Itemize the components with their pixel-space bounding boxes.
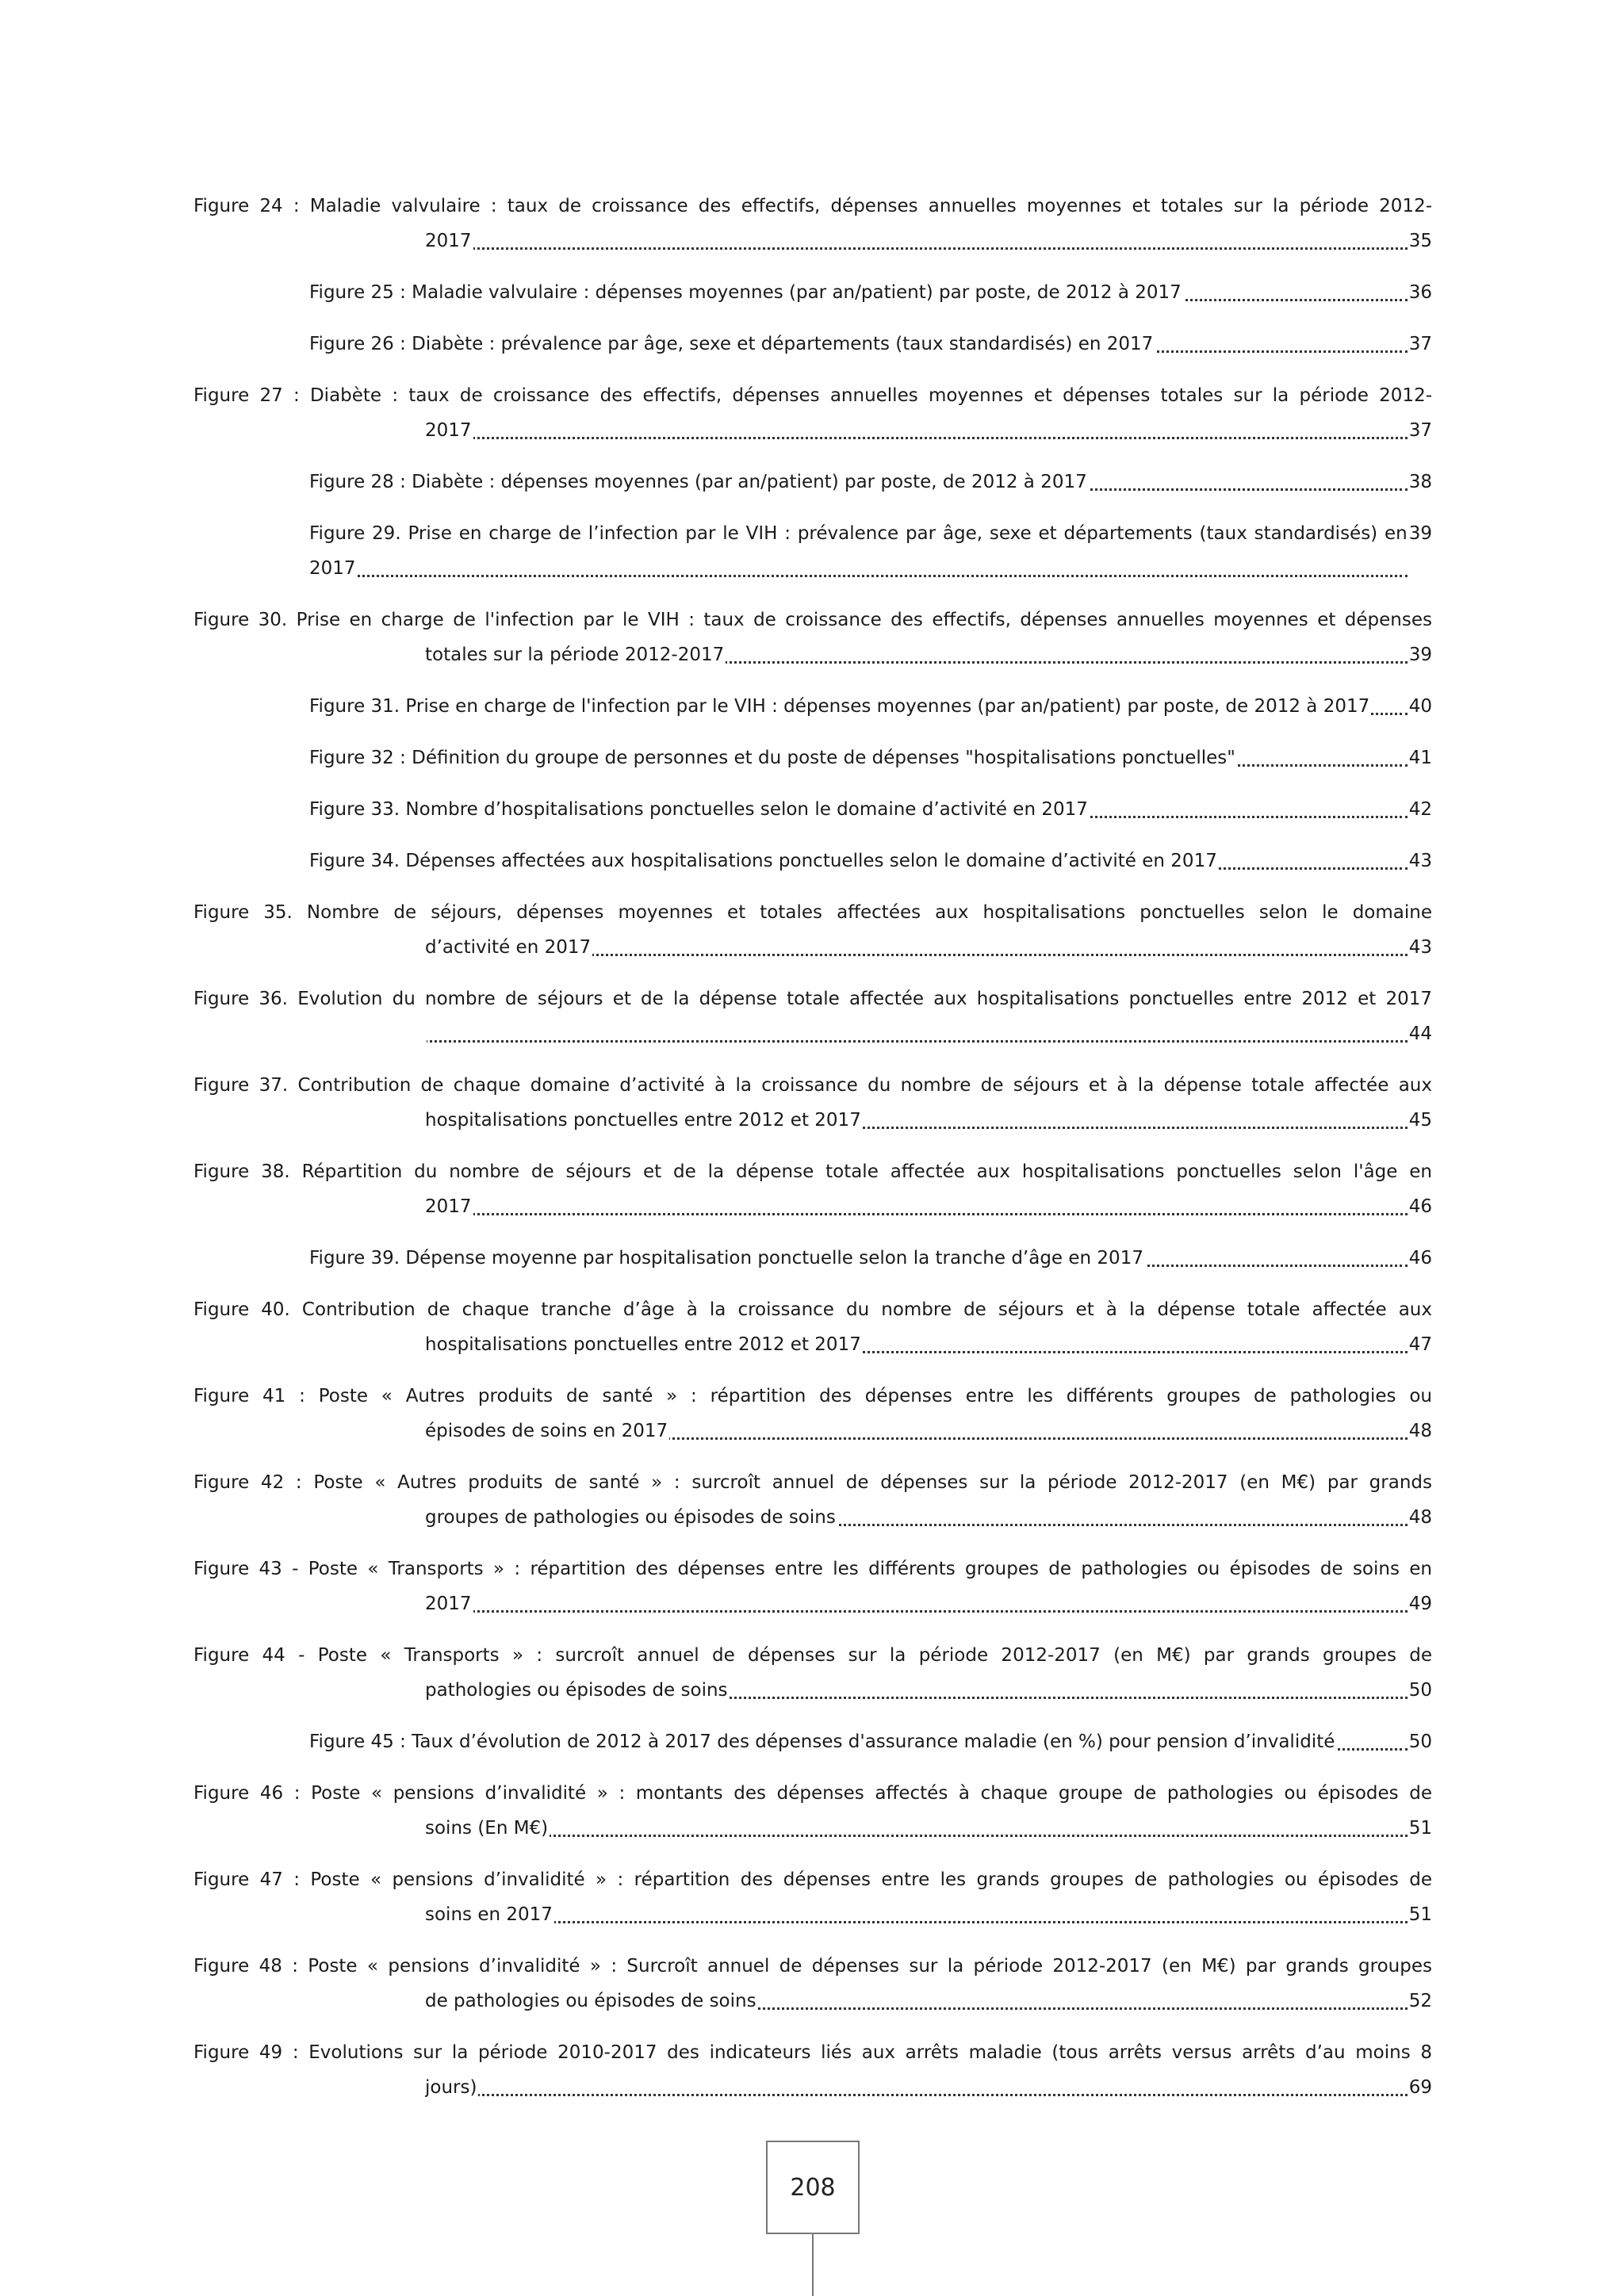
toc-entry[interactable]	[193, 516, 1432, 586]
toc-entry[interactable]	[193, 982, 1432, 1051]
toc-entry-title: Figure 25 : Maladie valvulaire : dépenses moyennes (par an/patient) par poste, de 2012 à 2017	[309, 282, 1182, 303]
toc-entry[interactable]	[193, 792, 1432, 827]
toc-entry[interactable]	[193, 740, 1432, 775]
toc-entry-title: hospitalisations ponctuelles entre 2012 et 2017	[425, 1110, 861, 1131]
page-number-rule	[812, 2234, 814, 2296]
toc-entry[interactable]	[193, 1552, 1432, 1621]
toc-entry-page-number: 39	[1408, 516, 1432, 551]
dot-leader	[425, 1610, 1408, 1613]
toc-entry-page-number: 42	[1408, 792, 1432, 827]
toc-entry-title: pathologies ou épisodes de soins	[425, 1680, 728, 1701]
toc-entry-title: 2017	[425, 231, 472, 251]
toc-entry-title-line: Figure 46 : Poste « pensions d’invalidité » : montants des dépenses affectés à chaque groupe de pathologies ou épisodes de	[193, 1783, 1432, 1804]
toc-entry-page-number: 40	[1408, 689, 1432, 724]
toc-entry[interactable]	[193, 2035, 1432, 2105]
toc-entry-page-number: 36	[1408, 275, 1432, 310]
toc-entry[interactable]	[193, 275, 1432, 310]
toc-entry-title: 2017	[425, 420, 472, 441]
toc-entry-title-line: Figure 42 : Poste « Autres produits de santé » : surcroît annuel de dépenses sur la période 2012-2017 (en M€) par grands	[193, 1472, 1432, 1493]
toc-entry[interactable]	[193, 689, 1432, 724]
toc-entry-title-line: Figure 38. Répartition du nombre de séjours et de la dépense totale affectée aux hospitalisations ponctuelles selon l'âge en	[193, 1161, 1432, 1182]
toc-entry-page-number: 51	[1408, 1811, 1432, 1846]
toc-entry-title: Figure 45 : Taux d’évolution de 2012 à 2017 des dépenses d'assurance maladie (en %) pour pension d’invalidité	[309, 1732, 1335, 1752]
toc-entry-title-line: Figure 40. Contribution de chaque tranche d’âge à la croissance du nombre de séjours et à la dépense totale affectée aux	[193, 1299, 1432, 1320]
toc-entry-page-number: 45	[1408, 1103, 1432, 1138]
toc-entry-page-number: 52	[1408, 1984, 1432, 2019]
toc-entry[interactable]	[193, 327, 1432, 362]
toc-entry[interactable]	[193, 1292, 1432, 1362]
toc-entry-title: soins (En M€)	[425, 1818, 549, 1839]
toc-entry-title: 2017	[425, 1594, 472, 1614]
dot-leader	[425, 2094, 1408, 2096]
toc-entry[interactable]	[193, 1862, 1432, 1932]
toc-entry-page-number: 43	[1408, 930, 1432, 965]
toc-entry-title: soins en 2017	[425, 1904, 553, 1925]
toc-entry[interactable]	[193, 378, 1432, 448]
toc-entry-title: Figure 32 : Définition du groupe de personnes et du poste de dépenses "hospitalisations ponctuelles"	[309, 748, 1235, 768]
dot-leader	[425, 1040, 1408, 1043]
toc-entry[interactable]	[193, 1776, 1432, 1846]
toc-entry[interactable]	[193, 1638, 1432, 1708]
dot-leader	[425, 1835, 1408, 1837]
toc-entry-title: totales sur la période 2012-2017	[425, 645, 725, 665]
toc-entry-title-line: Figure 27 : Diabète : taux de croissance des effectifs, dépenses annuelles moyennes et dépenses totales sur la période 2012-	[193, 385, 1432, 406]
toc-entry-title-line: Figure 35. Nombre de séjours, dépenses moyennes et totales affectées aux hospitalisations ponctuelles selon le domaine	[193, 902, 1432, 923]
toc-entry-page-number: 35	[1408, 224, 1432, 258]
toc-entry-page-number: 50	[1408, 1724, 1432, 1759]
dot-leader	[425, 247, 1408, 250]
toc-entry-page-number: 37	[1408, 413, 1432, 448]
toc-entry-title-line: Figure 30. Prise en charge de l'infection par le VIH : taux de croissance des effectifs, dépenses annuelles moyennes et dépenses	[193, 610, 1432, 630]
toc-entry[interactable]	[193, 895, 1432, 965]
toc-entry-title: Figure 28 : Diabète : dépenses moyennes (par an/patient) par poste, de 2012 à 2017	[309, 472, 1087, 492]
toc-entry[interactable]	[193, 844, 1432, 878]
page-number: 208	[766, 2141, 860, 2234]
toc-entry-title-line: Figure 43 - Poste « Transports » : répartition des dépenses entre les différents groupes de pathologies ou épisodes de soins en	[193, 1559, 1432, 1579]
toc-entry[interactable]	[193, 465, 1432, 499]
toc-entry-title: Figure 33. Nombre d’hospitalisations ponctuelles selon le domaine d’activité en 2017	[309, 799, 1088, 820]
toc-entry-title: groupes de pathologies ou épisodes de soins	[425, 1507, 836, 1528]
toc-entry-page-number: 48	[1408, 1414, 1432, 1448]
toc-entry-page-number: 69	[1408, 2070, 1432, 2105]
toc-entry[interactable]	[193, 1241, 1432, 1276]
toc-entry-title-line: Figure 36. Evolution du nombre de séjours et de la dépense totale affectée aux hospitalisations ponctuelles entre 2012 et 2017	[193, 989, 1432, 1009]
toc-entry-page-number: 44	[1408, 1016, 1432, 1051]
toc-entry-page-number: 39	[1408, 637, 1432, 672]
toc-entry-page-number: 49	[1408, 1586, 1432, 1621]
toc-entry-page-number: 38	[1408, 465, 1432, 499]
toc-entry[interactable]	[193, 603, 1432, 672]
toc-entry-page-number: 51	[1408, 1897, 1432, 1932]
toc-entry[interactable]	[193, 189, 1432, 258]
toc-entry-title-line: Figure 48 : Poste « pensions d’invalidité » : Surcroît annuel de dépenses sur la période 2012-2017 (en M€) par grands groupes	[193, 1956, 1432, 1976]
toc-entry-title: Figure 26 : Diabète : prévalence par âge, sexe et départements (taux standardisés) en 2017	[309, 334, 1154, 354]
toc-entry-title: 2017	[425, 1196, 472, 1217]
toc-entry-title: hospitalisations ponctuelles entre 2012 et 2017	[425, 1334, 861, 1355]
toc-entry-title-line: Figure 44 - Poste « Transports » : surcroît annuel de dépenses sur la période 2012-2017 (en M€) par grands groupes de	[193, 1645, 1432, 1666]
toc-entry[interactable]	[193, 1068, 1432, 1138]
toc-entry-title: Figure 39. Dépense moyenne par hospitalisation ponctuelle selon la tranche d’âge en 2017	[309, 1248, 1143, 1269]
dot-leader	[425, 437, 1408, 439]
toc-entry-title-line: Figure 47 : Poste « pensions d’invalidité » : répartition des dépenses entre les grands groupes de pathologies ou épisodes de	[193, 1869, 1432, 1890]
toc-entry-title: épisodes de soins en 2017	[425, 1421, 668, 1441]
toc-entry-page-number: 46	[1408, 1189, 1432, 1224]
toc-entry-title	[425, 1024, 427, 1044]
toc-entry-page-number: 48	[1408, 1500, 1432, 1535]
toc-entry[interactable]	[193, 1465, 1432, 1535]
toc-entry-page-number: 41	[1408, 740, 1432, 775]
toc-entry-page-number: 37	[1408, 327, 1432, 362]
dot-leader	[425, 1213, 1408, 1215]
toc-entry[interactable]	[193, 1379, 1432, 1448]
toc-entry-page-number: 43	[1408, 844, 1432, 878]
toc-entry[interactable]	[193, 1949, 1432, 2019]
toc-entry-page-number: 50	[1408, 1673, 1432, 1708]
dot-leader	[425, 1921, 1408, 1923]
toc-entry[interactable]	[193, 1154, 1432, 1224]
toc-entry-title: d’activité en 2017	[425, 937, 592, 958]
toc-entry-title-line: Figure 49 : Evolutions sur la période 2010-2017 des indicateurs liés aux arrêts maladie (tous arrêts versus arrêts d’au moins 8	[193, 2042, 1432, 2063]
toc-entry[interactable]	[193, 1724, 1432, 1759]
toc-entry-title: jours)	[425, 2077, 477, 2098]
toc-entry-title: de pathologies ou épisodes de soins	[425, 1991, 756, 2011]
toc-entry-title: Figure 31. Prise en charge de l'infection par le VIH : dépenses moyennes (par an/patient) par poste, de 2012 à 2017	[309, 696, 1370, 717]
table-of-figures	[193, 189, 1432, 2122]
toc-entry-page-number: 47	[1408, 1327, 1432, 1362]
toc-entry-title-line: Figure 37. Contribution de chaque domaine d’activité à la croissance du nombre de séjours et à la dépense totale affectée aux	[193, 1075, 1432, 1096]
toc-entry-title-line: Figure 41 : Poste « Autres produits de santé » : répartition des dépenses entre les différents groupes de pathologies ou	[193, 1386, 1432, 1406]
dot-leader	[309, 575, 1408, 577]
toc-entry-title-line: Figure 24 : Maladie valvulaire : taux de croissance des effectifs, dépenses annuelles moyennes et totales sur la période 2012-	[193, 196, 1432, 216]
toc-entry-title: Figure 34. Dépenses affectées aux hospitalisations ponctuelles selon le domaine d’activité en 2017	[309, 851, 1217, 871]
toc-entry-title: Figure 29. Prise en charge de l’infection par le VIH : prévalence par âge, sexe et départements (taux standardisés) en 2017	[309, 523, 1408, 579]
toc-entry-page-number: 46	[1408, 1241, 1432, 1276]
